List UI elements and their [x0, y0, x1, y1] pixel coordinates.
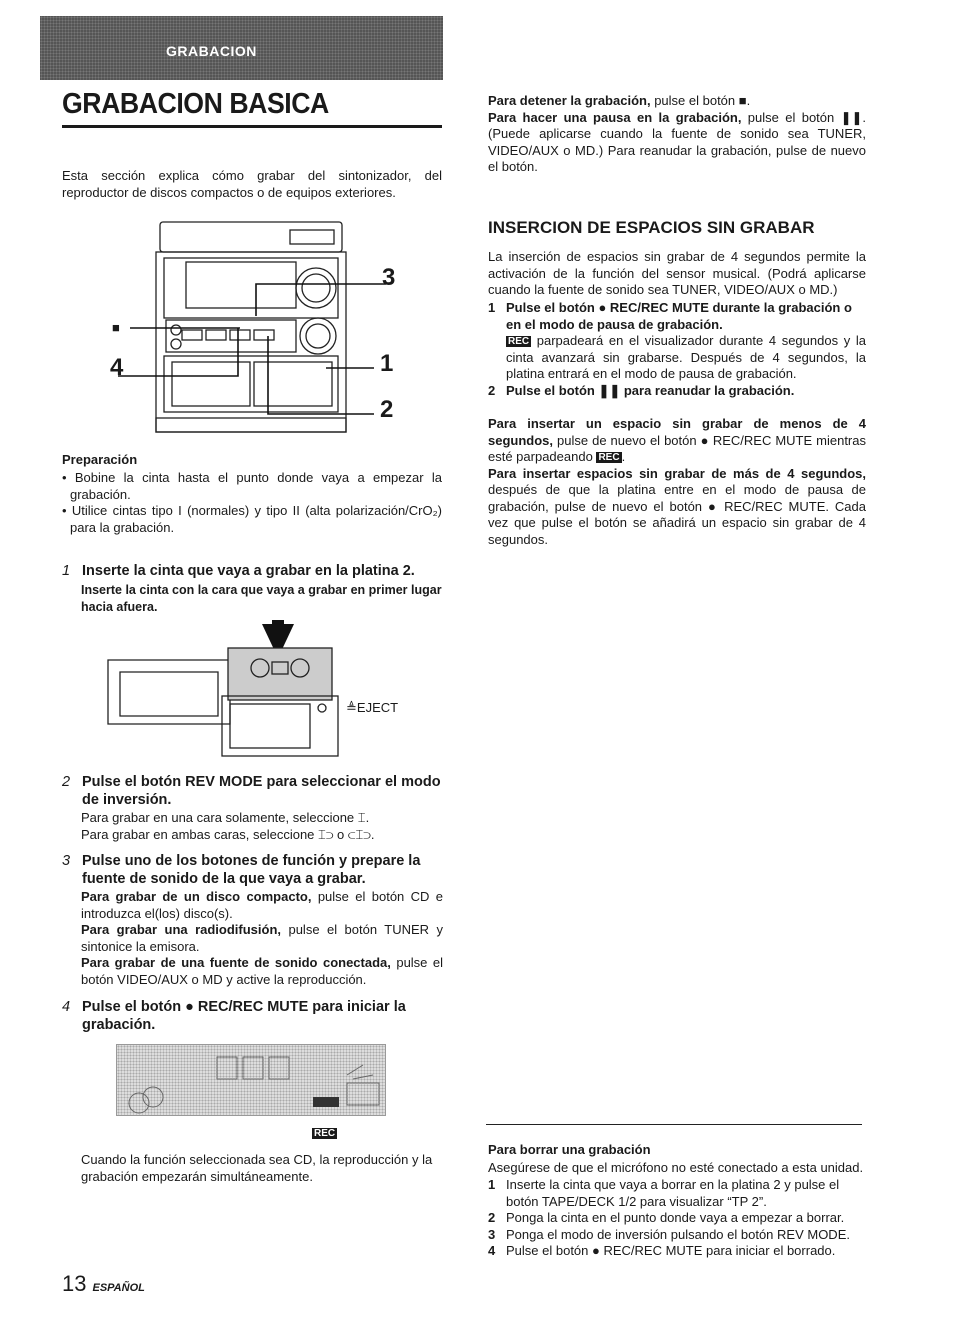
step-4-note: Cuando la función seleccionada sea CD, la reproducción y la grabación empezarán simultáneamente. [81, 1152, 433, 1184]
page-number: 13 [62, 1271, 87, 1296]
step-2-number: 2 [62, 774, 71, 790]
callout-3: 3 [382, 264, 396, 291]
insert-section-title: INSERCION DE ESPACIOS SIN GRABAR [488, 218, 815, 237]
preparation-title: Preparación [62, 452, 138, 467]
more-than-4-para: Para insertar espacios sin grabar de más de 4 segundos, después de que la platina entre en el modo de pausa de grabación, pulse de nuevo el botón ● REC/REC MUTE. Cada vez que pulse el botón se añadirá un espacio sin grabar de 4 segundos. [488, 465, 866, 547]
erase-intro: Asegúrese de que el micrófono no esté conectado a esta unidad. [488, 1160, 864, 1175]
list-item: 1 Inserte la cinta que vaya a borrar en la platina 2 y pulse el botón TAPE/DECK 1/2 para visualizar “TP 2”. [488, 1177, 840, 1209]
list-item: 4 Pulse el botón ● REC/REC MUTE para iniciar el borrado. [488, 1243, 836, 1258]
stereo-unit-drawing [90, 218, 420, 443]
display-graphic [117, 1045, 387, 1117]
callout-2: 2 [380, 396, 394, 423]
step-3-para: Para grabar de un disco compacto, pulse el botón CD e introduzca el(los) disco(s). [81, 889, 443, 921]
section-banner-label: GRABACION [166, 43, 257, 59]
step-1-number: 1 [62, 563, 71, 579]
insert-step-1-title: Pulse el botón ● REC/REC MUTE durante la grabación o en el modo de pausa de grabación. [506, 300, 852, 332]
page-language: ESPAÑOL [92, 1282, 145, 1294]
preparation-list [62, 470, 442, 536]
insert-step-1-body: REC parpadeará en el visualizador durante 4 segundos y la cinta avanzará sin grabarse. Después de 4 segundos, la platina entrará en el modo de pausa de grabación. [506, 333, 866, 381]
step-2-body [81, 810, 443, 843]
display-rec-badge: REC [314, 1128, 336, 1139]
page-title: GRABACION BASICA [62, 88, 329, 120]
step-4-title: Pulse el botón ● REC/REC MUTE para iniciar la grabación. [82, 999, 406, 1033]
step-1-title: Inserte la cinta que vaya a grabar en la platina 2. [82, 563, 415, 579]
step-2 [62, 773, 444, 809]
insert-step-2-title: Pulse el botón ❚❚ para reanudar la grabación. [506, 383, 795, 398]
insert-intro: La inserción de espacios sin grabar de 4 segundos permite la activación de la función del sensor musical. (Podrá aplicarse cuando la fuente de sonido sea TUNER, VIDEO/AUX o MD.) [488, 249, 866, 297]
step-1 [62, 562, 444, 580]
stop-para: Para detener la grabación, pulse el botón ■. [488, 93, 751, 108]
insert-notes [488, 416, 866, 548]
stop-symbol: ■ [112, 320, 120, 335]
step-1-sub: Inserte la cinta con la cara que vaya a grabar en primer lugar hacia afuera. [81, 583, 442, 614]
intro-text: Esta sección explica cómo grabar del sintonizador, del reproductor de discos compactos o de equipos exteriores. [62, 168, 442, 200]
section-banner [40, 16, 443, 80]
callout-4: 4 [110, 354, 124, 381]
step-2-line: Para grabar en ambas caras, seleccione ⌶⊃ o ⊂⌶⊃. [81, 826, 375, 842]
cassette-figure [100, 620, 420, 760]
less-than-4-para: Para insertar un espacio sin grabar de menos de 4 segundos, pulse de nuevo el botón ● REC/REC MUTE mientras esté parpadeando REC . [488, 416, 866, 464]
erase-title: Para borrar una grabación [488, 1142, 651, 1157]
step-2-title: Pulse el botón REV MODE para seleccionar el modo de inversión. [82, 774, 441, 808]
erase-steps [488, 1177, 866, 1260]
cassette-deck-drawing [100, 620, 340, 760]
pause-para: Para hacer una pausa en la grabación, pulse el botón ❚❚. (Puede aplicarse cuando la fuente de sonido sea TUNER, VIDEO/AUX o MD.) Para reanudar la grabación, pulse de nuevo el botón. [488, 109, 867, 174]
step-3-para: Para grabar de una fuente de sonido conectada, pulse el botón VIDEO/AUX o MD y active la reproducción. [81, 955, 443, 987]
list-item: • Utilice cintas tipo I (normales) y tipo II (alta polarización/CrO₂) para la grabación. [62, 503, 442, 535]
step-3-body [81, 889, 443, 988]
title-rule [62, 125, 442, 128]
rec-badge: REC [598, 452, 620, 463]
step-3 [62, 852, 444, 888]
step-3-number: 3 [62, 853, 71, 869]
stop-pause-text [488, 93, 866, 176]
list-item: 2 Ponga la cinta en el punto donde vaya a empezar a borrar. [488, 1210, 845, 1225]
stereo-figure [90, 218, 420, 443]
step-4 [62, 998, 444, 1034]
step-3-title: Pulse uno de los botones de función y prepare la fuente de sonido de la que vaya a grabar. [82, 853, 421, 887]
eject-label: ≜EJECT [346, 700, 399, 715]
step-4-number: 4 [62, 999, 71, 1015]
page-footer [62, 1272, 145, 1297]
callout-1: 1 [380, 350, 394, 377]
insert-step-2: 2 Pulse el botón ❚❚ para reanudar la grabación. [488, 383, 795, 398]
display-panel [116, 1044, 386, 1116]
erase-rule [486, 1124, 862, 1125]
step-3-para: Para grabar una radiodifusión, pulse el botón TUNER y sintonice la emisora. [81, 922, 443, 954]
list-item: 3 Ponga el modo de inversión pulsando el botón REV MODE. [488, 1226, 850, 1242]
list-item: • Bobine la cinta hasta el punto donde vaya a empezar la grabación. [62, 470, 442, 502]
step-2-line: Para grabar en una cara solamente, seleccione ⌶. [81, 810, 370, 825]
rec-badge: REC [508, 336, 530, 347]
insert-step-1: 1 Pulse el botón ● REC/REC MUTE durante la grabación o en el modo de pausa de grabación. [488, 300, 866, 333]
